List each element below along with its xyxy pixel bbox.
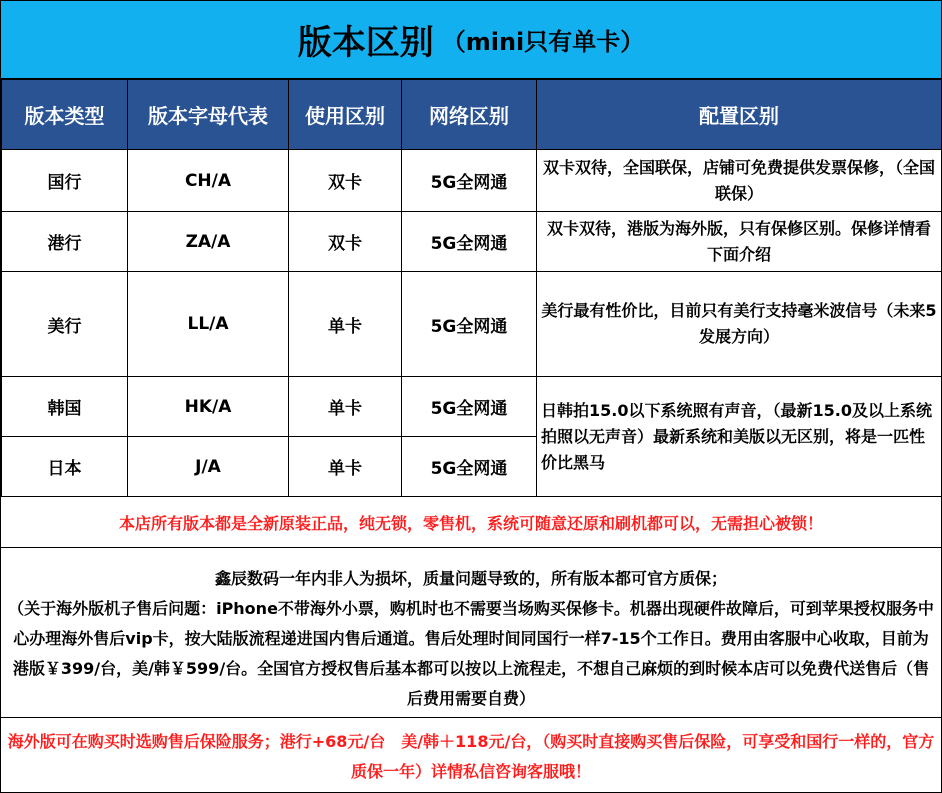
cell-type: 美行 <box>2 272 128 377</box>
genuine-notice <box>1 496 941 548</box>
cell-usage: 单卡 <box>289 437 402 497</box>
table-header-row <box>2 80 942 150</box>
cell-type: 港行 <box>2 212 128 272</box>
genuine-notice-text: 本店所有版本都是全新原装正品，纯无锁，零售机，系统可随意还原和刷机都可以，无需担心被锁！ <box>118 514 823 533</box>
page-title: 版本区别 <box>297 23 434 63</box>
service-notice-text: 海外版可在购买时选购售后保险服务；港行+68元/台 美/韩＋118元/台，（购买时直接购买售后保险，可享受和国行一样的，官方质保一年）详情私信咨询客服哦！ <box>7 732 935 781</box>
service-notice <box>1 717 941 792</box>
warranty-notice <box>1 547 941 717</box>
cell-type: 国行 <box>2 150 128 212</box>
cell-type: 韩国 <box>2 377 128 437</box>
table-row <box>2 212 942 272</box>
page-subtitle: （mini只有单卡） <box>441 28 645 56</box>
header-version-type: 版本类型 <box>2 80 128 150</box>
header-network: 网络区别 <box>402 80 537 150</box>
cell-config-merged: 日韩拍15.0以下系统照有声音，（最新15.0及以上系统拍照以无声音）最新系统和美版以无区别，将是一匹性价比黑马 <box>537 377 942 497</box>
warranty-notice-line: 鑫辰数码一年内非人为损坏，质量问题导致的，所有版本都可官方质保； <box>214 569 727 588</box>
table-row <box>2 377 942 437</box>
cell-usage: 双卡 <box>289 212 402 272</box>
cell-usage: 双卡 <box>289 150 402 212</box>
table-row <box>2 150 942 212</box>
cell-code: CH/A <box>128 150 289 212</box>
version-table <box>1 79 942 497</box>
warranty-notice-detail: （关于海外版机子售后问题：iPhone不带海外小票，购机时也不需要当场购买保修卡。机器出现硬件故障后，可到苹果授权服务中心办理海外售后vip卡，按大陆版流程递进国内售后通道。售后处理时间同国行一样7-15个工作日。费用由客服中心收取，目前为港版￥399/台，美/韩￥599/台。全国官方授权售后基本都可以按以上流程走，不想自己麻烦的到时候本店可以免费代送售后（售后费用需要自费） <box>8 599 934 708</box>
cell-network: 5G全网通 <box>402 272 537 377</box>
cell-config: 美行最有性价比，目前只有美行支持毫米波信号（未来5发展方向） <box>537 272 942 377</box>
cell-config: 双卡双待，港版为海外版，只有保修区别。保修详情看下面介绍 <box>537 212 942 272</box>
cell-code: HK/A <box>128 377 289 437</box>
cell-usage: 单卡 <box>289 272 402 377</box>
cell-code: LL/A <box>128 272 289 377</box>
header-config: 配置区别 <box>537 80 942 150</box>
cell-network: 5G全网通 <box>402 212 537 272</box>
cell-network: 5G全网通 <box>402 377 537 437</box>
cell-usage: 单卡 <box>289 377 402 437</box>
header-version-code: 版本字母代表 <box>128 80 289 150</box>
table-row <box>2 272 942 377</box>
title-bar <box>1 1 941 79</box>
header-usage: 使用区别 <box>289 80 402 150</box>
cell-code: J/A <box>128 437 289 497</box>
cell-network: 5G全网通 <box>402 150 537 212</box>
cell-type: 日本 <box>2 437 128 497</box>
cell-network: 5G全网通 <box>402 437 537 497</box>
cell-config: 双卡双待，全国联保，店铺可免费提供发票保修，（全国联保） <box>537 150 942 212</box>
cell-code: ZA/A <box>128 212 289 272</box>
